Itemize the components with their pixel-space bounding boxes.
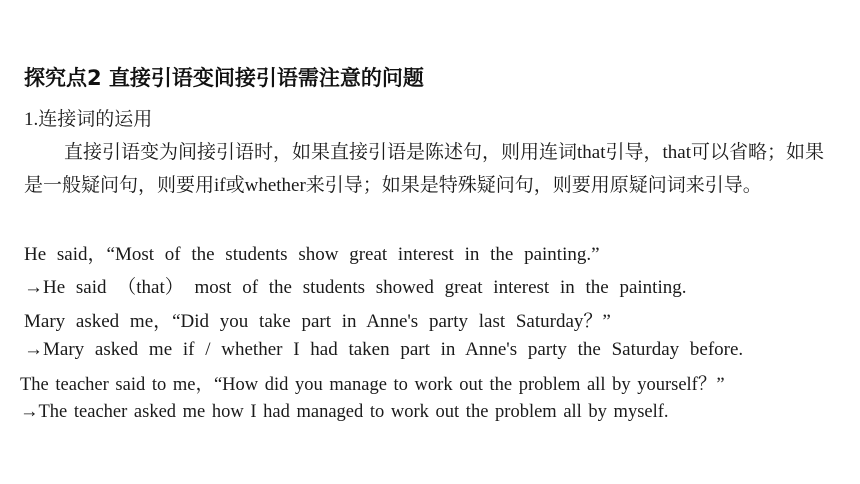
explanation-paragraph: 直接引语变为间接引语时，如果直接引语是陈述句，则用连词that引导，that可以省略；如果是一般疑问句，则要用if或whether来引导；如果是特殊疑问句，则要用原疑问词来引导。: [24, 142, 824, 196]
example-direct-statement: He said，“Most of the students show great interest in the painting.”: [24, 244, 600, 265]
subsection-title: 1.连接词的运用: [24, 109, 153, 130]
example-indirect-special-question: →The teacher asked me how I had managed to work out the problem all by myself.: [20, 402, 669, 422]
example-indirect-general-question: →Mary asked me if / whether I had taken part in Anne's party the Saturday before.: [24, 339, 744, 360]
example-direct-general-question: Mary asked me，“Did you take part in Anne's party last Saturday？”: [24, 311, 611, 332]
section-title: 探究点2 直接引语变间接引语需注意的问题: [24, 66, 424, 90]
example-direct-special-question: The teacher said to me，“How did you manage to work out the problem all by yourself？”: [20, 375, 725, 395]
example-indirect-statement: →He said （that） most of the students showed great interest in the painting.: [24, 277, 687, 298]
